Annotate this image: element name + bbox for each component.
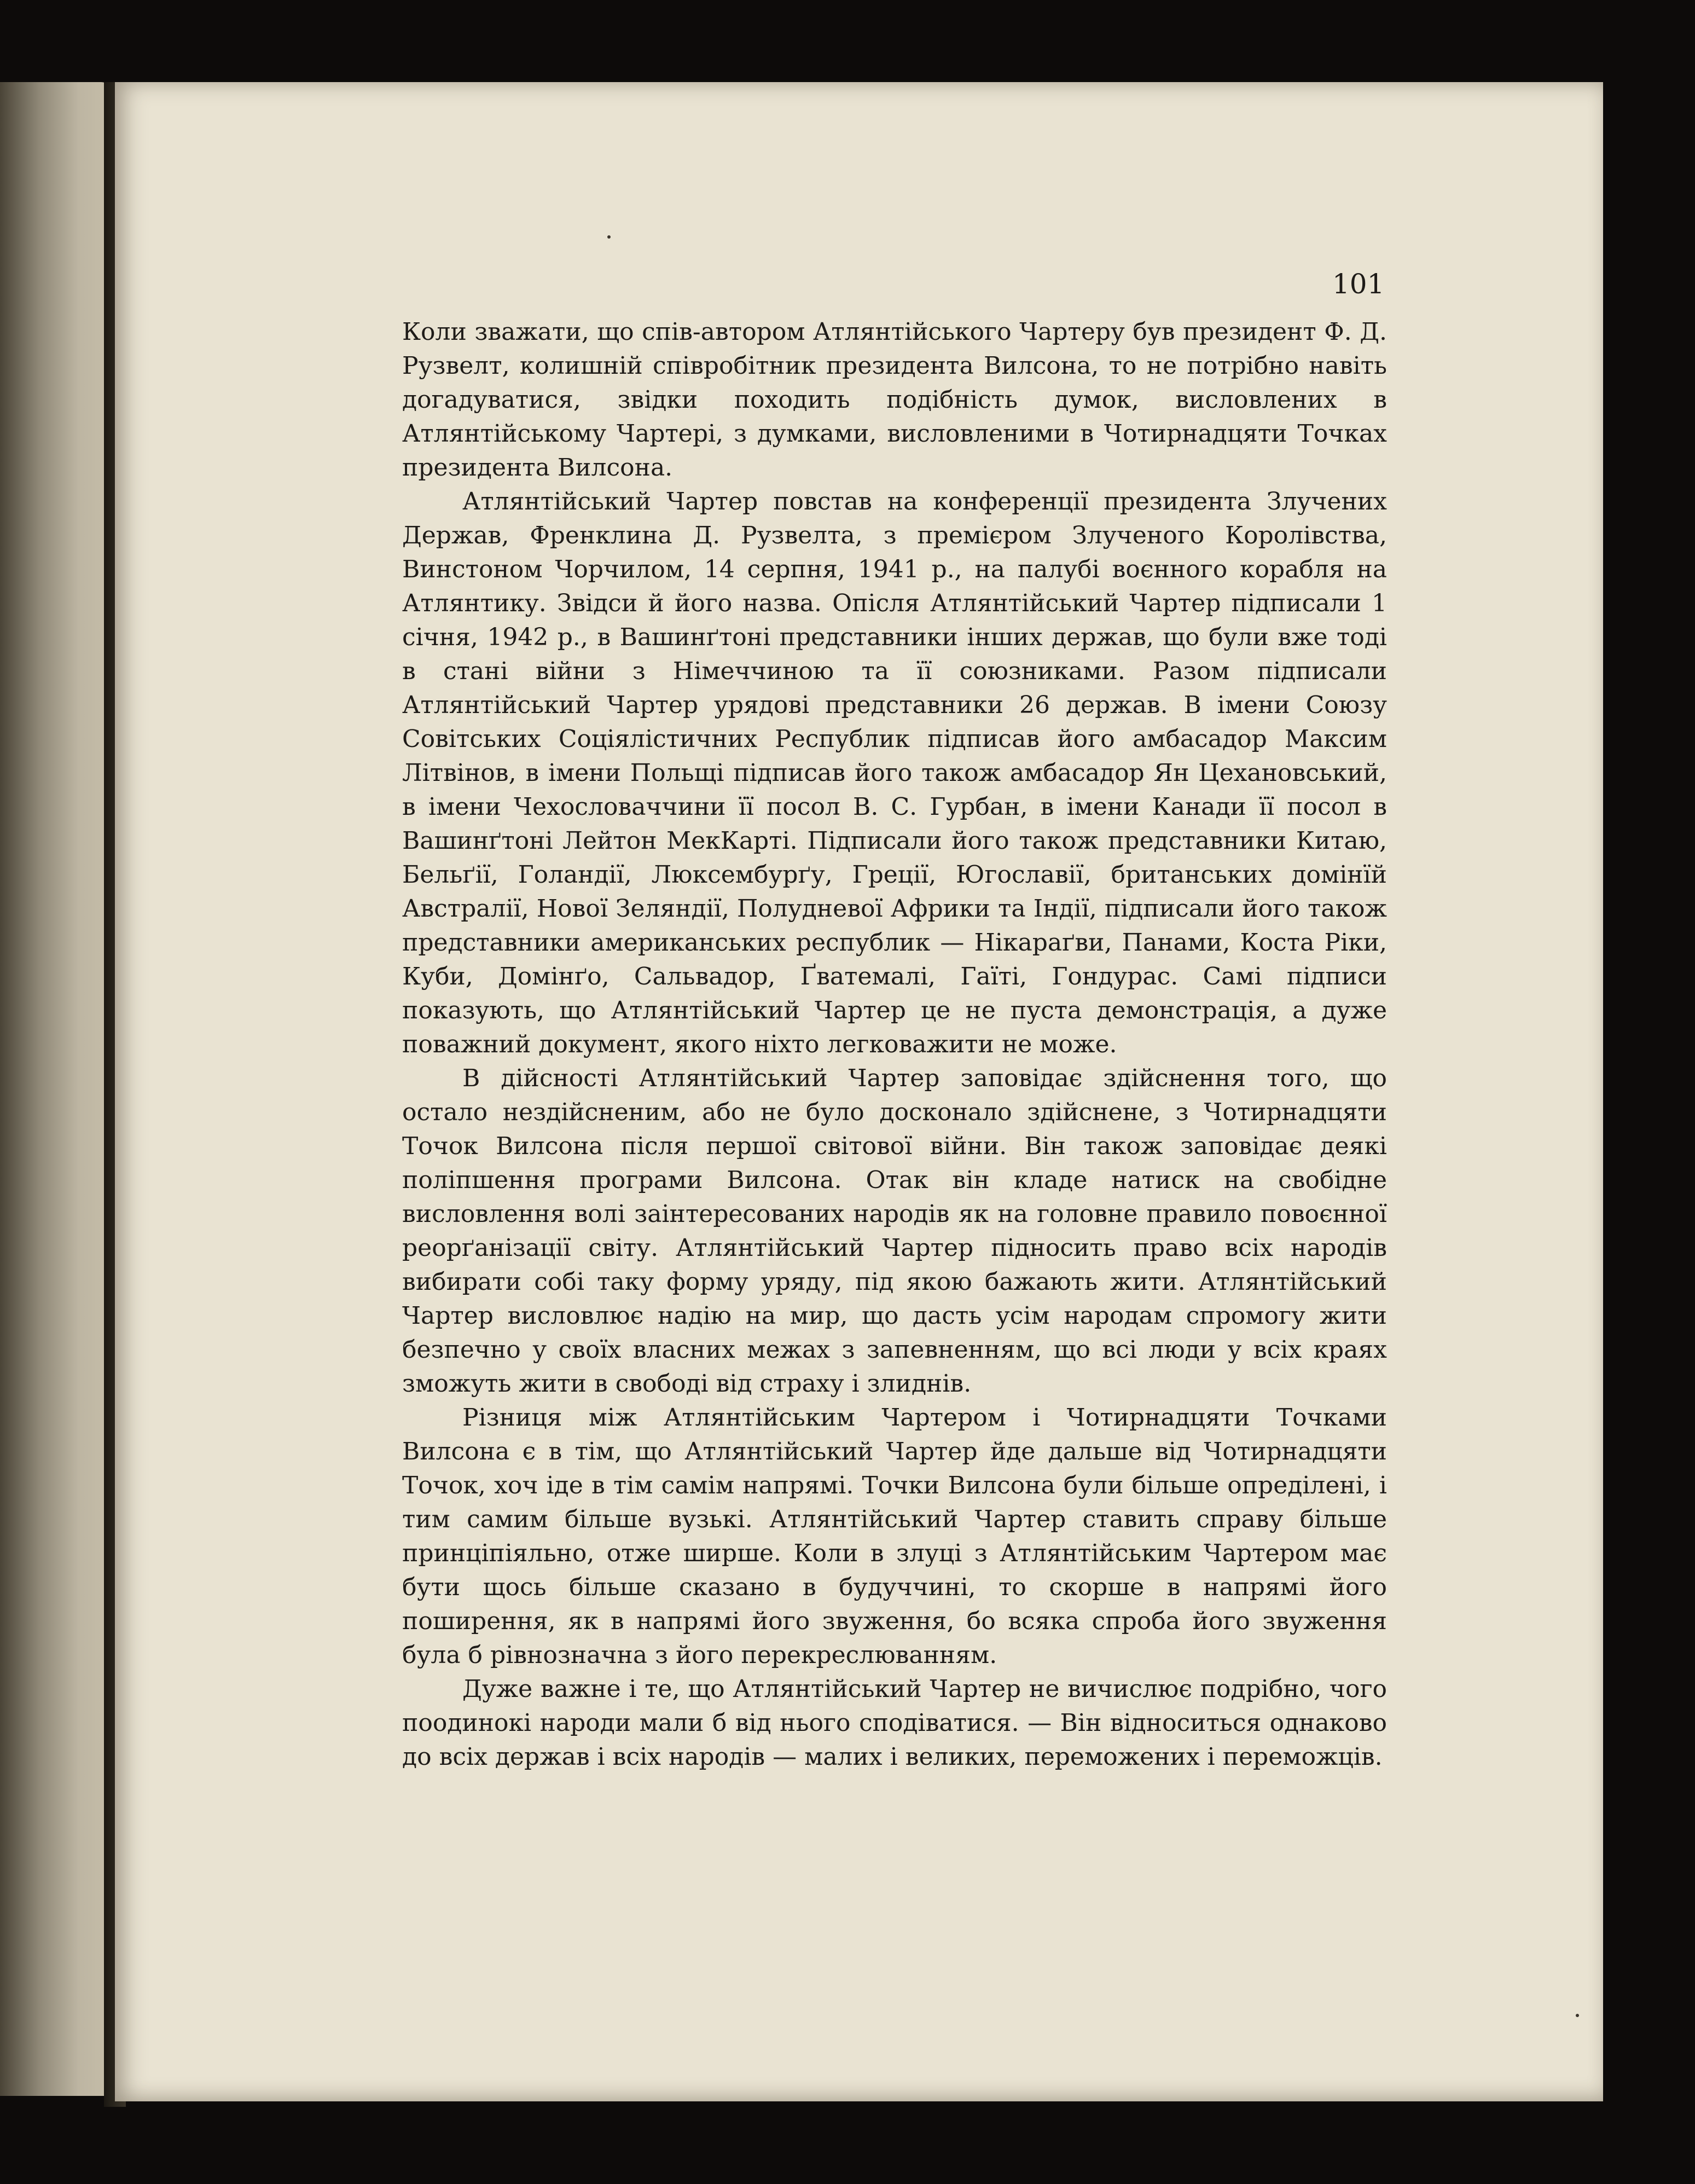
paragraph: Атлянтійський Чартер повстав на конференції президента Злучених Держав, Френклина Д. Рузвелта, з премієром Злученого Королівства, Винстоном Чорчилом, 14 серпня, 1941 р., на палубі воєнного корабля на Атлянтику. Звідси й його назва. Опісля Атлянтійський Чартер підписали 1 січня, 1942 р., в Вашинґтоні представники інших держав, що були вже тоді в стані війни з Німеччиною та її союзниками. Разом підписали Атлянтійський Чартер урядові представники 26 держав. В імени Союзу Совітських Соціялістичних Республик підписав його амбасадор Максим Літвінов, в імени Польщі підписав його також амбасадор Ян Цехановський, в імени Чехословаччини її посол В. С. Гурбан, в імени Канади її посол в Вашинґтоні Лейтон МекКарті. Підписали його також представники Китаю, Бельґії, Голандії, Люксембурґу, Греції, Югославії, британських домінїй Австралії, Нової Зеляндії, Полудневої Африки та Індії, підписали його також представники американських республик — Нікараґви, Панами, Коста Ріки, Куби, Домінґо, Сальвадор, Ґватемалі, Гаїті, Гондурас. Самі підписи показують, що Атлянтійський Чартер це не пуста демонстрація, а дуже поважний документ, якого ніхто легковажити не може.	[402, 488, 1387, 1058]
paragraph: В дійсності Атлянтійський Чартер заповідає здійснення того, що остало нездійсненим, або не було досконало здійснене, з Чотирнадцяти Точок Вилсона після першої світової війни. Він також заповідає деякі поліпшення програми Вилсона. Отак він кладе натиск на свобідне висловлення волі заінтересованих народів як на головне правило повоєнної реорґанізації світу. Атлянтійський Чартер підносить право всіх народів вибирати собі таку форму уряду, під якою бажають жити. Атлянтійський Чартер висловлює надію на мир, що дасть усім народам спромогу жити безпечно у своїх власних межах з запевненням, що всі люди у всіх краях зможуть жити в свободі від страху і злиднів.	[402, 1064, 1387, 1398]
paper-speck	[607, 235, 611, 239]
page-number: 101	[1332, 268, 1385, 300]
left-page-edge	[0, 82, 112, 2096]
paragraph: Різниця між Атлянтійським Чартером і Чотирнадцяти Точками Вилсона є в тім, що Атлянтійський Чартер йде дальше від Чотирнадцяти Точок, хоч іде в тім самім напрямі. Точки Вилсона були більше опреділені, і тим самим більше вузькі. Атлянтійський Чартер ставить справу більше принціпіяльно, отже ширше. Коли в злуці з Атлянтійським Чартером має бути щось більше сказано в будуччині, то скорше в напрямі його поширення, як в напрямі його звуження, бо всяка спроба його звуження була б рівнозначна з його перекреслюванням.	[402, 1404, 1387, 1669]
paragraph: Коли зважати, що спів-автором Атлянтійського Чартеру був президент Ф. Д. Рузвелт, колишній співробітник президента Вилсона, то не потрібно навіть догадуватися, звідки походить подібність думок, висловлених в Атлянтійському Чартері, з думками, висловленими в Чотирнадцяти Точках президента Вилсона.	[402, 318, 1387, 482]
paragraph: Дуже важне і те, що Атлянтійський Чартер не вичислює подрібно, чого поодинокі народи мали б від нього сподіватися. — Він відноситься однаково до всіх держав і всіх народів — малих і великих, переможених і переможців.	[402, 1675, 1387, 1771]
paper-speck	[1576, 2014, 1579, 2017]
body-text	[402, 315, 1387, 1774]
